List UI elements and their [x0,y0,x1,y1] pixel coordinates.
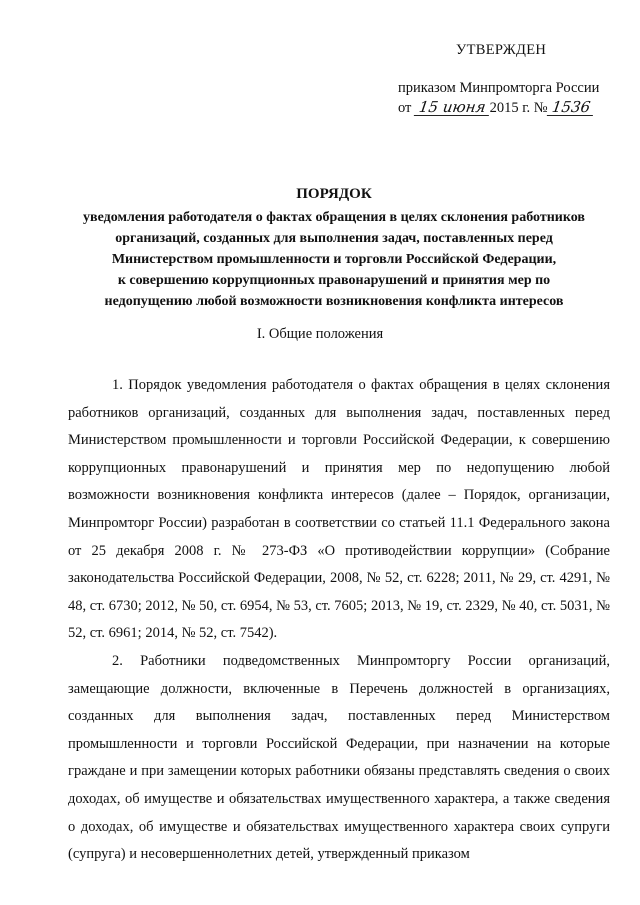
title-line: уведомления работодателя о фактах обращения в целях склонения работников [83,210,585,225]
approval-date-handwritten: 15 июня [414,99,491,116]
approval-year: 2015 г. № [489,100,548,116]
document-title-block [60,184,608,312]
approval-stamp [398,40,638,118]
section-heading: I. Общие положения [256,326,384,342]
document-title: ПОРЯДОК [296,186,372,202]
document-body [68,372,610,869]
approval-heading: УТВЕРЖДЕН [456,42,547,58]
title-line: организаций, созданных для выполнения задач, поставленных перед [115,231,553,246]
title-line: к совершению коррупционных правонарушений и принятия мер по [117,273,551,288]
approval-number-handwritten: 1536 [546,99,595,116]
paragraph-1: 1. Порядок уведомления работодателя о фактах обращения в целях склонения работников организаций, созданных для выполнения задач, поставленных перед Министерством промышленности и торговли Российской Федерации, к совершению коррупционных правонарушений и принятия мер по недопущению любой возможности возникновения конфликта интересов (далее – Порядок, организации, Минпромторг России) разработан в соответствии со статьей 11.1 Федерального закона от 25 декабря 2008 г. № 273-ФЗ «О противодействии коррупции» (Собрание законодательства Российской Федерации, 2008, № 52, ст. 6228; 2011, № 29, ст. 4291, № 48, ст. 6730; 2012, № 50, ст. 6954, № 53, ст. 7605; 2013, № 19, ст. 2329, № 40, ст. 5031, № 52, ст. 6961; 2014, № 52, ст. 7542). [68,377,610,642]
approval-from-label: от [398,100,412,116]
approval-date-line [398,98,638,118]
title-line: недопущению любой возможности возникновения конфликта интересов [104,294,564,309]
approval-order-text: приказом Минпромторга России [398,80,600,96]
title-line: Министерством промышленности и торговли Российской Федерации, [111,252,557,267]
paragraph-2: 2. Работники подведомственных Минпромторгу России организаций, замещающие должности, включенные в Перечень должностей в организациях, созданных для выполнения задач, поставленных перед Министерством промышленности и торговли Российской Федерации, при назначении на которые граждане и при замещении которых работники обязаны представлять сведения о своих доходах, об имуществе и обязательствах имущественного характера, а также сведения о доходах, об имуществе и обязательствах имущественного характера своих супруги (супруга) и несовершеннолетних детей, утвержденный приказом [68,652,610,863]
